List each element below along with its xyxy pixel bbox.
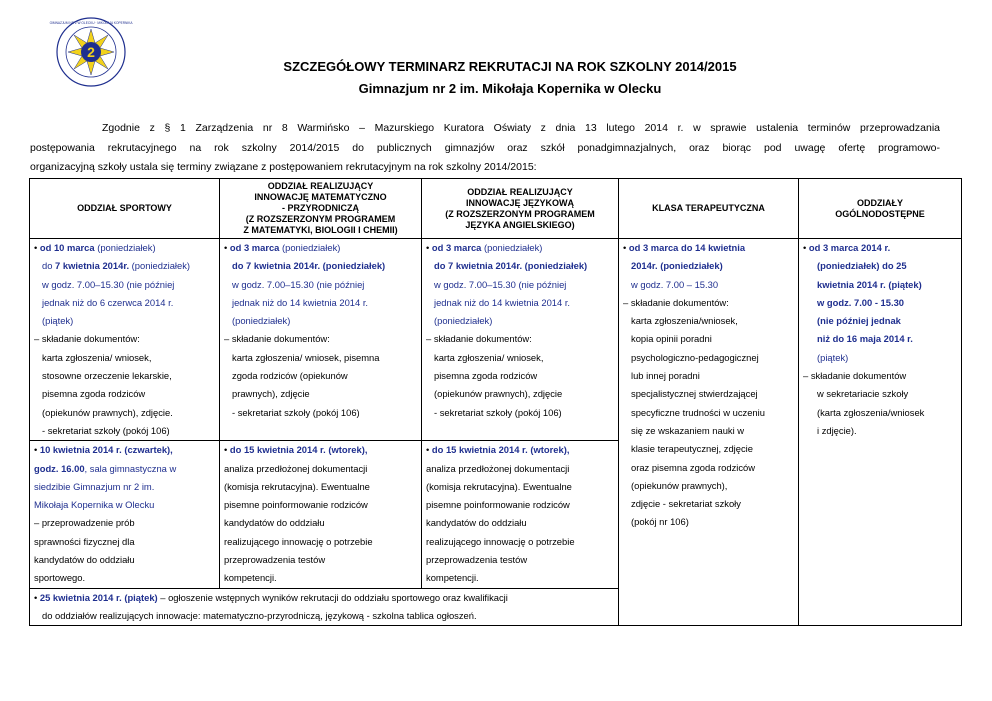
table-header-row	[30, 179, 962, 239]
header-math: ODDZIAŁ REALIZUJĄCY INNOWACJĘ MATEMATYCZNO - PRZYRODNICZĄ (Z ROZSZERZONYM PROGRAMEM Z MATEMATYKI, BIOLOGII I CHEMII)	[220, 179, 422, 239]
language-analysis-cell: • do 15 kwietnia 2014 r. (wtorek), analiza przedłożonej dokumentacji (komisja rekrutacyjna). Ewentualne pisemne poinformowanie rodziców kandydatów do oddziału realizującego innowację o potrzebie przeprowadzenia testów kompetencji.	[422, 441, 619, 588]
header-language: ODDZIAŁ REALIZUJĄCY INNOWACJĘ JĘZYKOWĄ (Z ROZSZERZONYM PROGRAMEM JĘZYKA ANGIELSKIEGO)	[422, 179, 619, 239]
sport-submission-cell: • od 10 marca (poniedziałek) do 7 kwietnia 2014r. (poniedziałek) w godz. 7.00–15.30 (nie później jednak niż do 6 czerwca 2014 r. (piątek) – składanie dokumentów: karta zgłoszenia/ wniosek, stosowne orzeczenie lekarskie, pisemna zgoda rodziców (opiekunów prawnych), zdjęcie. - sekretariat szkoły (pokój 106)	[30, 239, 220, 441]
svg-text:2: 2	[87, 44, 95, 60]
page-subtitle: Gimnazjum nr 2 im. Mikołaja Kopernika w Olecku	[358, 81, 662, 96]
language-submission-cell: • od 3 marca (poniedziałek) do 7 kwietnia 2014r. (poniedziałek) w godz. 7.00–15.30 (nie później jednak niż do 14 kwietnia 2014 r. (poniedziałek) – składanie dokumentów: karta zgłoszenia/ wniosek, pisemna zgoda rodziców (opiekunów prawnych), zdjęcie - sekretariat szkoły (pokój 106)	[422, 239, 619, 441]
intro-paragraph: Zgodnie z § 1 Zarządzenia nr 8 Warmińsko – Mazurskiego Kuratora Oświaty z dnia 13 lutego 2014 r. w sprawie ustalenia terminów przeprowadzania postępowania rekrutacyjnego na rok szkolny 2014/2015 do publicznych gimnazjów oraz szkół ponadgimnazjalnych, oraz biorąc pod uwagę ofertę programowo- organizacyjną szkoły ustala się terminy związane z postępowaniem rekrutacyjnym na rok szkolny 2014/2015:	[30, 122, 940, 173]
header-therapeutic: KLASA TERAPEUTYCZNA	[619, 179, 799, 239]
header-sport: ODDZIAŁ SPORTOWY	[30, 179, 220, 239]
results-announcement-cell: • 25 kwietnia 2014 r. (piątek) – ogłoszenie wstępnych wyników rekrutacji do oddziału sportowego oraz kwalifikacji do oddziałów realizujących innowacje: matematyczno-przyrodniczą, językową - szkolna tablica ogłoszeń.	[30, 588, 619, 626]
general-cell: • od 3 marca 2014 r. (poniedziałek) do 25 kwietnia 2014 r. (piątek) w godz. 7.00 - 15.30 (nie później jednak niż do 16 maja 2014 r. (piątek) – składanie dokumentów w sekretariacie szkoły (karta zgłoszenia/wniosek i zdjęcie).	[799, 239, 962, 626]
sport-test-cell: • 10 kwietnia 2014 r. (czwartek), godz. 16.00, sala gimnastyczna w siedzibie Gimnazjum nr 2 im. Mikołaja Kopernika w Olecku – przeprowadzenie prób sprawności fizycznej dla kandydatów do oddziału sportowego.	[30, 441, 220, 588]
svg-text:GIMNAZJUM NR 2 W OLECKU · MIKO: GIMNAZJUM NR 2 W OLECKU · MIKOŁAJA KOPERNIKA	[49, 21, 133, 25]
schedule-table	[29, 178, 962, 626]
table-row	[30, 239, 962, 441]
therapeutic-cell: • od 3 marca do 14 kwietnia 2014r. (poniedziałek) w godz. 7.00 – 15.30 – składanie dokumentów: karta zgłoszenia/wniosek, kopia opinii poradni psychologiczno-pedagogicznej lub innej poradni specjalistycznej stwierdzającej specyficzne trudności w uczeniu się ze wskazaniem nauki w klasie terapeutycznej, zdjęcie oraz pisemna zgoda rodziców (opiekunów prawnych), zdjęcie - sekretariat szkoły (pokój nr 106)	[619, 239, 799, 626]
math-analysis-cell: • do 15 kwietnia 2014 r. (wtorek), analiza przedłożonej dokumentacji (komisja rekrutacyjna). Ewentualne pisemne poinformowanie rodziców kandydatów do oddziału realizującego innowację o potrzebie przeprowadzenia testów kompetencji.	[220, 441, 422, 588]
header-general: ODDZIAŁY OGÓLNODOSTĘPNE	[799, 179, 962, 239]
math-submission-cell: • od 3 marca (poniedziałek) do 7 kwietnia 2014r. (poniedziałek) w godz. 7.00–15.30 (nie później jednak niż do 14 kwietnia 2014 r. (poniedziałek) – składanie dokumentów: karta zgłoszenia/ wniosek, pisemna zgoda rodziców (opiekunów prawnych), zdjęcie - sekretariat szkoły (pokój 106)	[220, 239, 422, 441]
school-logo	[49, 17, 133, 87]
page-title: SZCZEGÓŁOWY TERMINARZ REKRUTACJI NA ROK SZKOLNY 2014/2015	[283, 59, 737, 74]
